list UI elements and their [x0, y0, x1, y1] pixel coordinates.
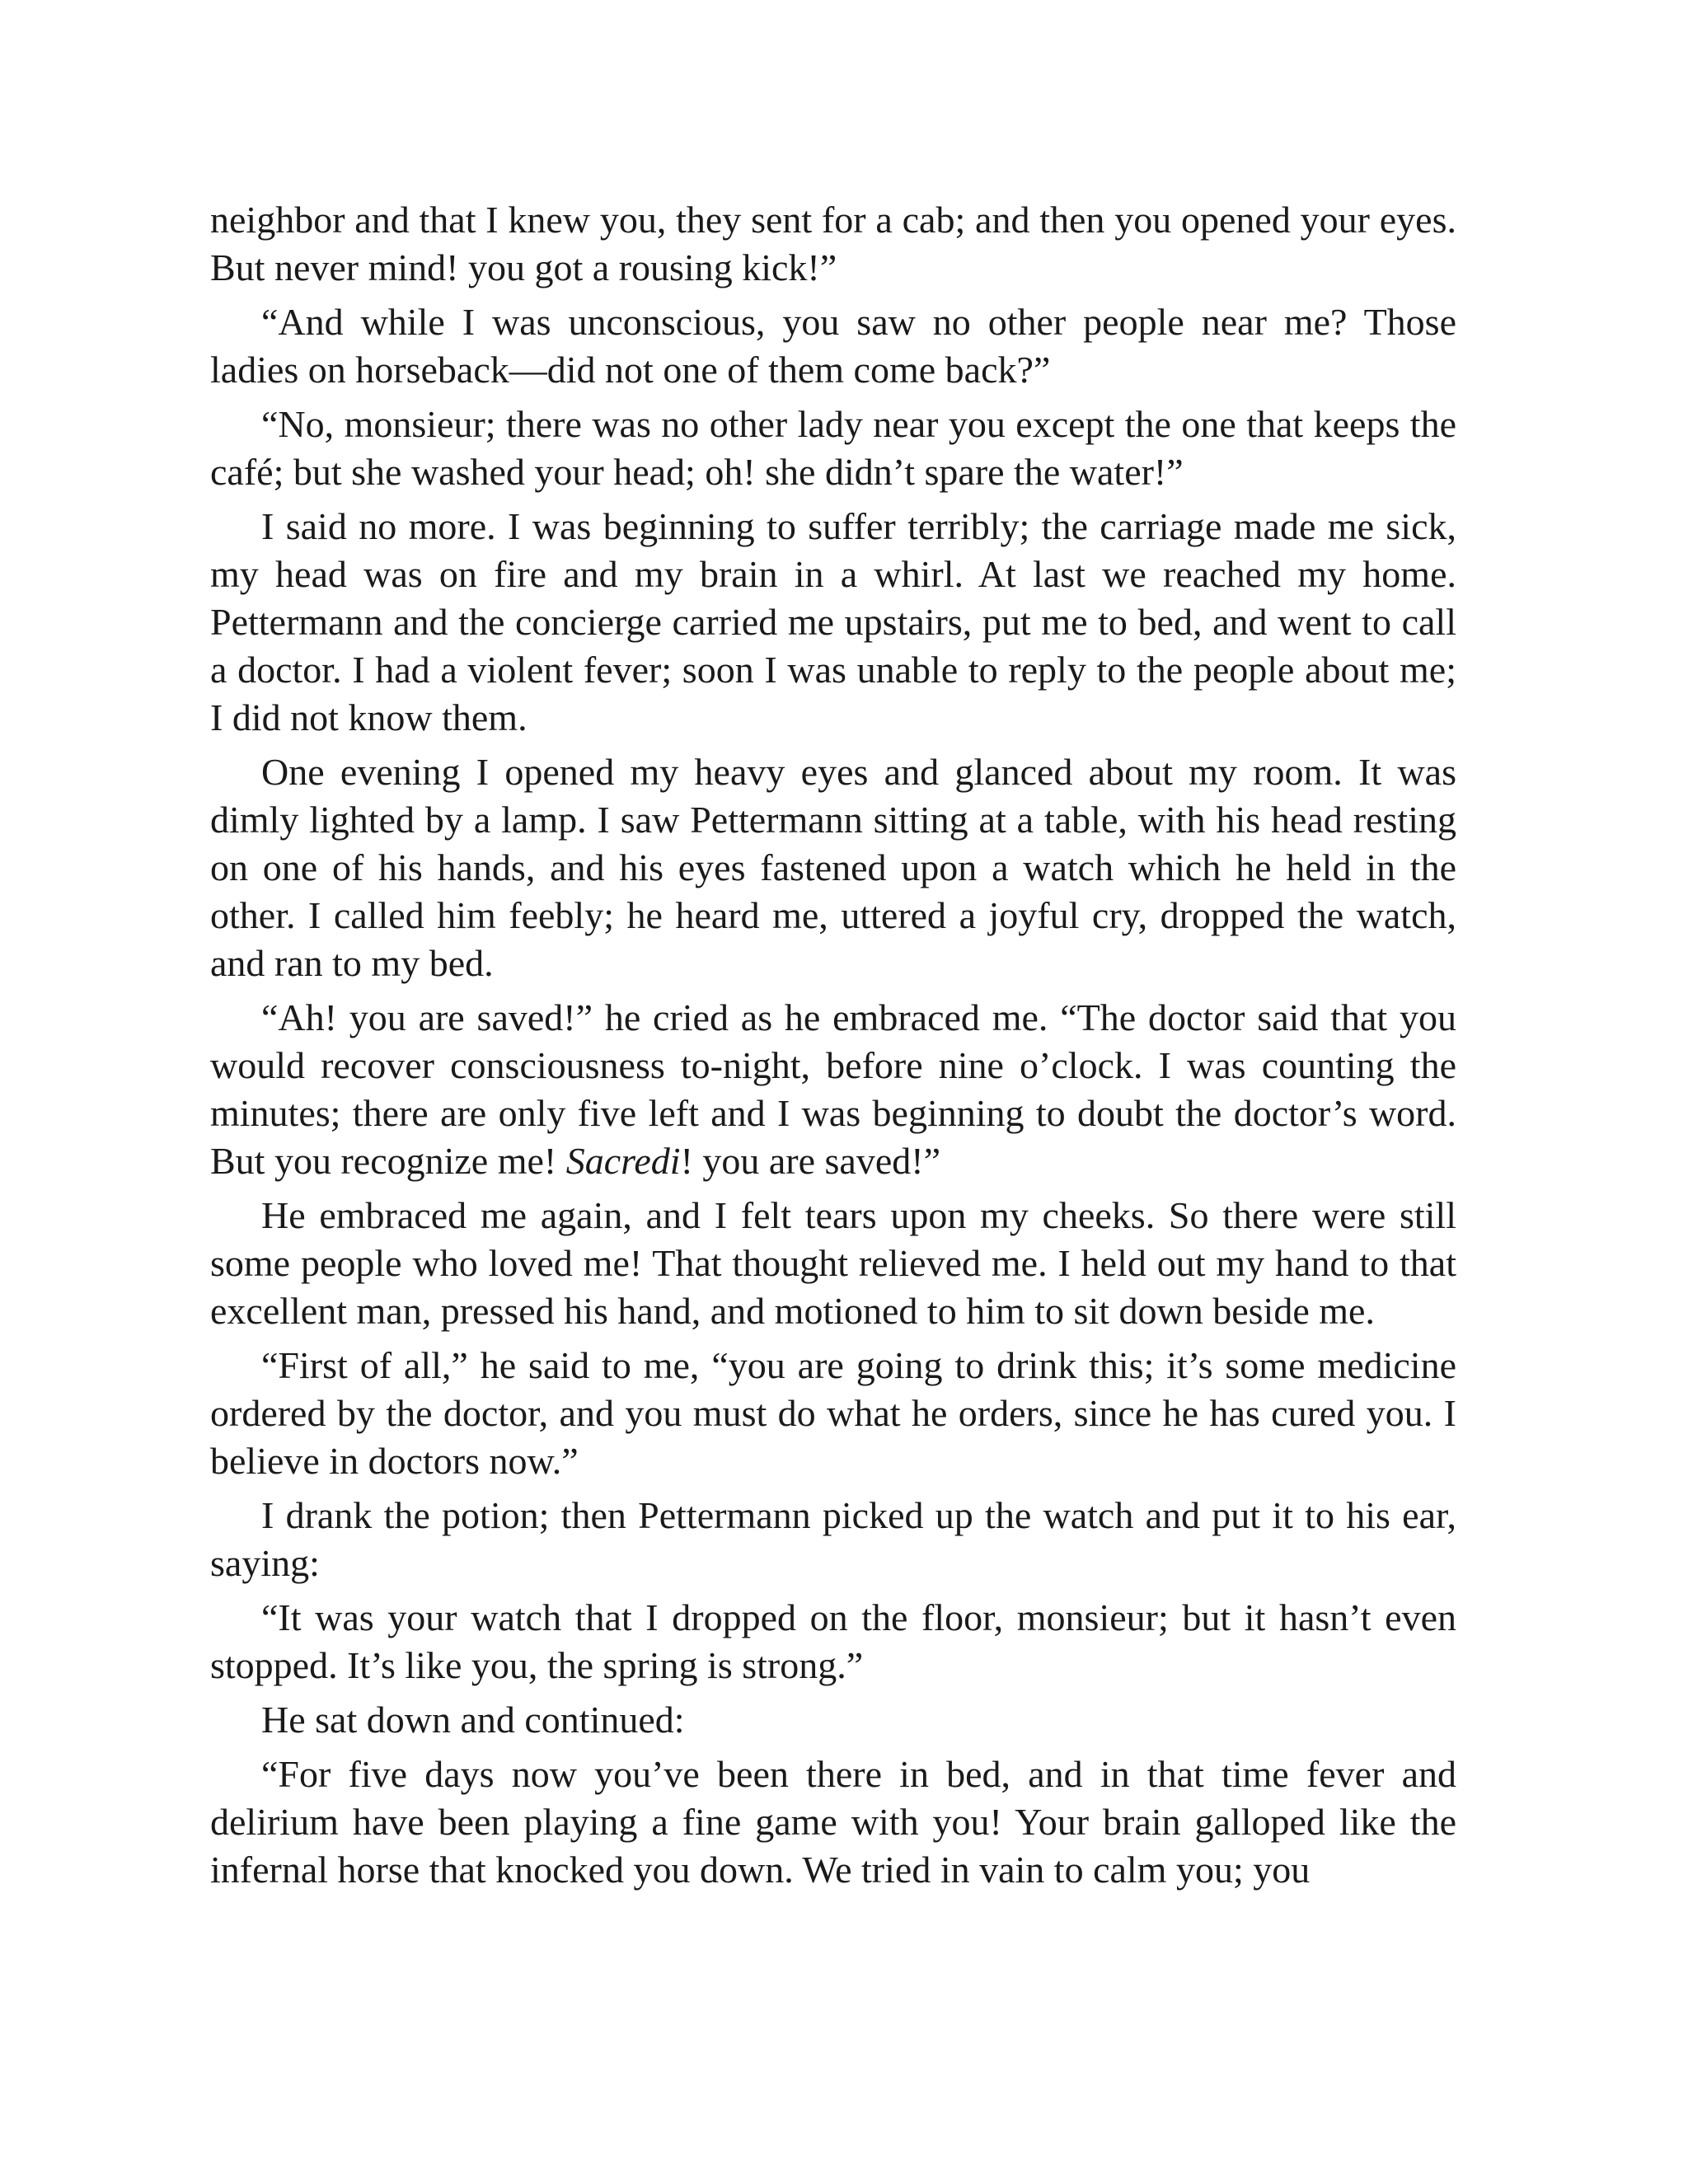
- paragraph-6-italic: Sacredi: [565, 1140, 681, 1182]
- paragraph-6: [210, 994, 1456, 1185]
- paragraph-6-after: ! you are saved!”: [680, 1140, 941, 1182]
- paragraph-3: “No, monsieur; there was no other lady near you except the one that keeps the café; but she washed your head; oh! she didn’t spare the water!”: [210, 403, 1456, 493]
- paragraph-12: “For five days now you’ve been there in bed, and in that time fever and delirium have been playing a fine game with you! Your brain galloped like the infernal horse that knocked you down. We tried in vain to calm you; you: [210, 1753, 1456, 1891]
- paragraph-1: neighbor and that I knew you, they sent for a cab; and then you opened your eyes. But never mind! you got a rousing kick!”: [210, 199, 1456, 288]
- paragraph-10: “It was your watch that I dropped on the floor, monsieur; but it hasn’t even stopped. It’s like you, the spring is strong.”: [210, 1596, 1456, 1686]
- paragraph-9: I drank the potion; then Pettermann picked up the watch and put it to his ear, saying:: [210, 1494, 1456, 1584]
- paragraph-5: One evening I opened my heavy eyes and glanced about my room. It was dimly lighted by a lamp. I saw Pettermann sitting at a table, with his head resting on one of his hands, and his eyes fastened upon a watch which he held in the other. I called him feebly; he heard me, uttered a joyful cry, dropped the watch, and ran to my bed.: [210, 751, 1456, 984]
- paragraph-8: “First of all,” he said to me, “you are going to drink this; it’s some medicine ordered by the doctor, and you must do what he orders, since he has cured you. I believe in doctors now.”: [210, 1344, 1456, 1482]
- paragraph-4: I said no more. I was beginning to suffer terribly; the carriage made me sick, my head was on fire and my brain in a whirl. At last we reached my home. Pettermann and the concierge carried me upstairs, put me to bed, and went to call a doctor. I had a violent fever; soon I was unable to reply to the people about me; I did not know them.: [210, 505, 1456, 738]
- paragraph-11: He sat down and continued:: [261, 1699, 685, 1741]
- paragraph-6-before: “Ah! you are saved!” he cried as he embraced me. “The doctor said that you would recover consciousness to-night, before nine o’clock. I was counting the minutes; there are only five left and I was beginning to doubt the doctor’s word. But you recognize me!: [210, 996, 1456, 1182]
- page-body: [210, 196, 1456, 1900]
- paragraph-2: “And while I was unconscious, you saw no other people near me? Those ladies on horseback—did not one of them come back?”: [210, 301, 1456, 391]
- paragraph-7: He embraced me again, and I felt tears upon my cheeks. So there were still some people who loved me! That thought relieved me. I held out my hand to that excellent man, pressed his hand, and motioned to him to sit down beside me.: [210, 1194, 1456, 1332]
